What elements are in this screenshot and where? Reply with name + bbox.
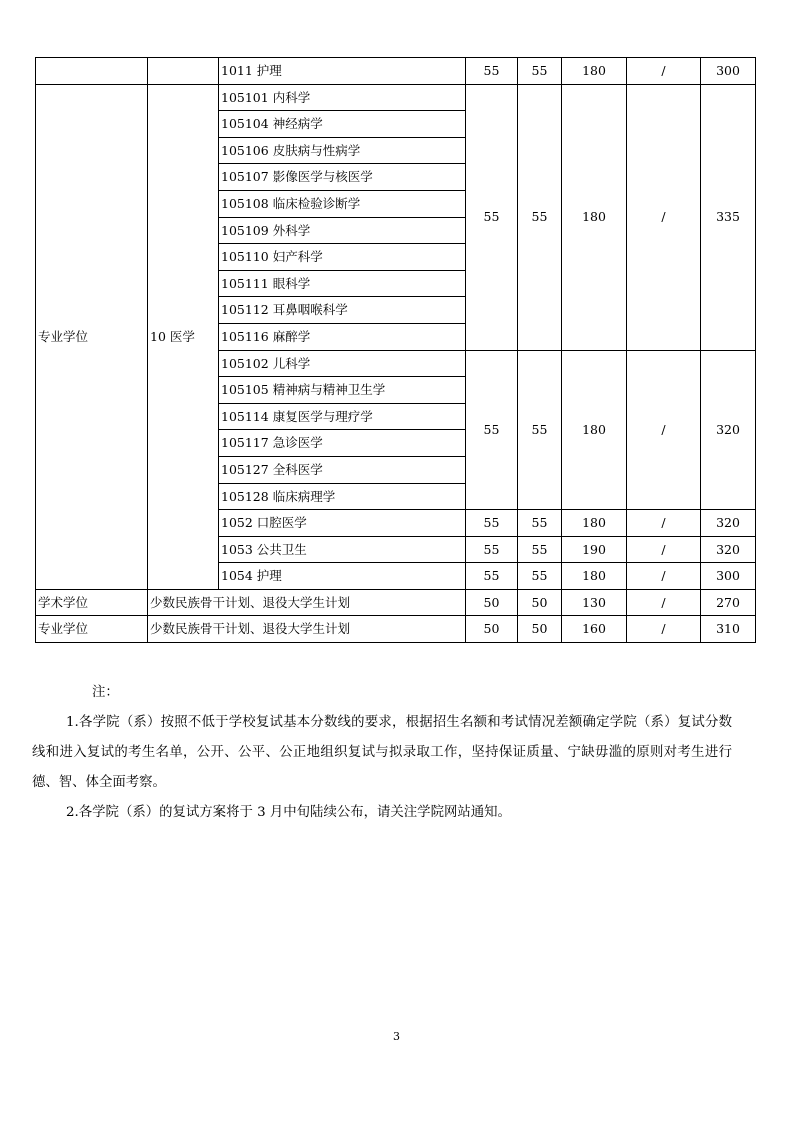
score-b: 55 [518,84,562,350]
score-total: 270 [701,589,756,616]
plan-cell: 少数民族骨干计划、退役大学生计划 [148,589,466,616]
score-a: 50 [466,589,518,616]
score-d: / [627,563,701,590]
subject-cell: 105105 精神病与精神卫生学 [219,377,466,404]
page-number: 3 [393,1030,400,1043]
table-row [36,84,756,111]
score-d: / [627,58,701,85]
subject-cell: 105104 神经病学 [219,111,466,138]
score-total: 300 [701,563,756,590]
score-a: 55 [466,58,518,85]
subject-cell: 105102 儿科学 [219,350,466,377]
score-a: 55 [466,84,518,350]
subject-cell: 105109 外科学 [219,217,466,244]
subject-cell: 105101 内科学 [219,84,466,111]
category-cell: 10 医学 [148,84,219,589]
score-c: 180 [562,84,627,350]
score-d: / [627,84,701,350]
degree-cell: 专业学位 [36,616,148,643]
score-b: 55 [518,536,562,563]
subject-cell: 1011 护理 [219,58,466,85]
subject-cell: 105106 皮肤病与性病学 [219,137,466,164]
subject-cell: 105110 妇产科学 [219,244,466,271]
table-row [36,589,756,616]
score-c: 130 [562,589,627,616]
score-a: 55 [466,350,518,510]
table-row [36,58,756,85]
score-b: 55 [518,350,562,510]
score-d: / [627,616,701,643]
score-b: 50 [518,616,562,643]
subject-cell: 105117 急诊医学 [219,430,466,457]
score-b: 55 [518,510,562,537]
score-total: 320 [701,536,756,563]
score-c: 160 [562,616,627,643]
note-item: 2.各学院（系）的复试方案将于 3 月中旬陆续公布，请关注学院网站通知。 [66,805,511,820]
score-a: 55 [466,563,518,590]
subject-cell: 105108 临床检验诊断学 [219,190,466,217]
degree-cell: 专业学位 [36,84,148,589]
score-total: 335 [701,84,756,350]
score-c: 180 [562,510,627,537]
score-d: / [627,510,701,537]
score-a: 50 [466,616,518,643]
score-c: 190 [562,536,627,563]
subject-cell: 105112 耳鼻咽喉科学 [219,297,466,324]
score-total: 320 [701,350,756,510]
score-d: / [627,350,701,510]
score-b: 50 [518,589,562,616]
score-total: 310 [701,616,756,643]
score-d: / [627,589,701,616]
degree-cell [36,58,148,85]
subject-cell: 105111 眼科学 [219,270,466,297]
degree-cell: 学术学位 [36,589,148,616]
plan-cell: 少数民族骨干计划、退役大学生计划 [148,616,466,643]
note-item: 1.各学院（系）按照不低于学校复试基本分数线的要求，根据招生名额和考试情况差额确定学院（系）复试分数线和进入复试的考生名单，公开、公平、公正地组织复试与拟录取工作，坚持保证质量、宁缺毋滥的原则对考生进行德、智、体全面考察。 [32,715,732,790]
score-b: 55 [518,563,562,590]
subject-cell: 1054 护理 [219,563,466,590]
score-table [35,57,756,643]
notes-heading: 注： [92,685,119,700]
score-b: 55 [518,58,562,85]
score-total: 300 [701,58,756,85]
subject-cell: 105127 全科医学 [219,456,466,483]
score-c: 180 [562,563,627,590]
subject-cell: 105107 影像医学与核医学 [219,164,466,191]
score-c: 180 [562,350,627,510]
category-cell [148,58,219,85]
subject-cell: 105128 临床病理学 [219,483,466,510]
subject-cell: 1053 公共卫生 [219,536,466,563]
subject-cell: 105114 康复医学与理疗学 [219,403,466,430]
score-a: 55 [466,536,518,563]
score-c: 180 [562,58,627,85]
score-d: / [627,536,701,563]
score-total: 320 [701,510,756,537]
notes-section [32,678,732,828]
subject-cell: 1052 口腔医学 [219,510,466,537]
subject-cell: 105116 麻醉学 [219,323,466,350]
score-a: 55 [466,510,518,537]
table-row [36,616,756,643]
